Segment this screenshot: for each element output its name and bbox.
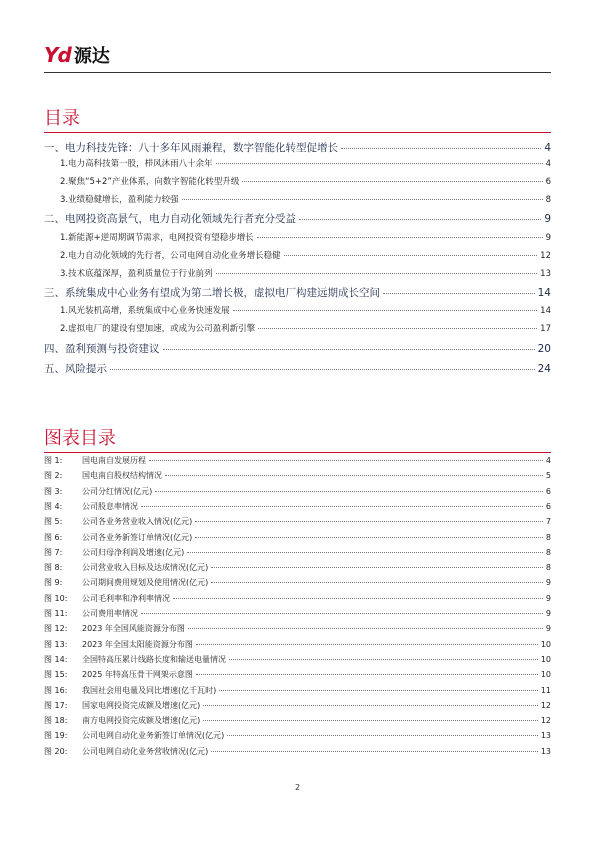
toc-section-entry[interactable] (44, 249, 551, 261)
figure-entry[interactable] (44, 501, 551, 512)
toc-entry-page: 24 (537, 363, 551, 375)
leader-dots (188, 628, 543, 629)
figure-caption: 公司分红情况(亿元) (82, 487, 153, 496)
figure-number: 图 16: (44, 686, 68, 695)
logo-mark: Yd (44, 43, 71, 67)
leader-dots (211, 567, 543, 568)
leader-dots (233, 310, 538, 311)
leader-dots (203, 705, 538, 706)
figure-page: 10 (540, 670, 551, 679)
figure-number: 图 7: (44, 548, 63, 557)
figures-title-divider (44, 452, 551, 453)
leader-dots (165, 475, 543, 476)
figure-entry[interactable] (44, 654, 551, 665)
leader-dots (195, 521, 543, 522)
toc-entry-page: 4 (544, 142, 551, 154)
toc-entry-page: 6 (545, 177, 551, 187)
toc-entry-text: 二、电网投资高景气，电力自动化领域先行者充分受益 (44, 213, 296, 225)
leader-dots (163, 349, 535, 350)
leader-dots (211, 582, 543, 583)
figure-caption: 国电南自发展历程 (82, 456, 146, 465)
toc-entry-page: 20 (537, 343, 551, 355)
figure-caption: 公司营业收入目标及达成情况(亿元) (82, 563, 209, 572)
leader-dots (257, 237, 543, 238)
figures-title: 图表目录 (44, 428, 116, 449)
figure-caption: 全国特高压累计线路长度和输送电量情况 (82, 655, 226, 664)
figure-page: 6 (545, 502, 551, 511)
leader-dots (196, 644, 538, 645)
toc-title: 目录 (44, 108, 80, 129)
logo-text: 源达 (73, 46, 110, 67)
leader-dots (173, 598, 543, 599)
figure-page: 6 (545, 487, 551, 496)
toc-entry-page: 13 (540, 269, 551, 279)
figure-page: 12 (540, 701, 551, 710)
leader-dots (110, 369, 535, 370)
figure-caption: 我国社会用电量及同比增速(亿千瓦时) (82, 686, 217, 695)
figure-number: 图 11: (44, 609, 68, 618)
figure-caption: 公司电网自动化业务营收情况(亿元) (82, 747, 209, 756)
figure-page: 12 (540, 716, 551, 725)
figure-page: 13 (540, 731, 551, 740)
toc-chapter-entry[interactable] (44, 361, 551, 376)
figure-page: 4 (545, 456, 551, 465)
figure-entry[interactable] (44, 608, 551, 619)
figure-page: 8 (545, 563, 551, 572)
toc-section-entry[interactable] (44, 267, 551, 279)
leader-dots (149, 460, 543, 461)
toc-entry-text: 三、系统集成中心业务有望成为第二增长极，虚拟电厂构建远期成长空间 (44, 287, 380, 299)
leader-dots (216, 163, 543, 164)
leader-dots (258, 328, 537, 329)
leader-dots (196, 674, 538, 675)
figure-caption: 2025 年特高压骨干网架示意图 (82, 670, 193, 679)
leader-dots (141, 613, 543, 614)
figure-entry[interactable] (44, 669, 551, 680)
toc-entry-text: 1.新能源+逆周期调节需求，电网投资有望稳步增长 (60, 233, 254, 243)
leader-dots (227, 735, 538, 736)
figure-caption: 公司费用率情况 (82, 609, 138, 618)
toc-entry-page: 17 (540, 324, 551, 334)
leader-dots (284, 255, 538, 256)
leader-dots (195, 537, 543, 538)
figure-entry[interactable] (44, 562, 551, 573)
leader-dots (341, 148, 541, 149)
toc-entry-text: 四、盈利预测与投资建议 (44, 343, 160, 355)
toc-entry-page: 4 (545, 159, 551, 169)
figure-entry[interactable] (44, 577, 551, 588)
toc-entry-page: 9 (545, 233, 551, 243)
figure-entry[interactable] (44, 730, 551, 741)
toc-entry-page: 9 (544, 213, 551, 225)
leader-dots (203, 720, 538, 721)
figure-entry[interactable] (44, 455, 551, 466)
figure-page: 8 (545, 533, 551, 542)
toc-entry-page: 8 (545, 195, 551, 205)
toc-entry-page: 14 (537, 287, 551, 299)
figure-caption: 国电南自股权结构情况 (82, 471, 162, 480)
figure-caption: 公司各业务营业收入情况(亿元) (82, 517, 193, 526)
figure-number: 图 15: (44, 670, 68, 679)
figure-caption: 公司各业务新签订单情况(亿元) (82, 533, 193, 542)
toc-section-entry[interactable] (44, 157, 551, 169)
toc-section-entry[interactable] (44, 175, 551, 187)
figure-number: 图 9: (44, 578, 63, 587)
toc-chapter-entry[interactable] (44, 211, 551, 226)
figure-page: 9 (545, 609, 551, 618)
leader-dots (242, 181, 542, 182)
figure-number: 图 17: (44, 701, 68, 710)
toc-entry-page: 12 (540, 251, 551, 261)
toc-entry-text: 2.虚拟电厂的建设有望加速，或成为公司盈利新引擎 (60, 324, 256, 334)
figure-entry[interactable] (44, 746, 551, 757)
leader-dots (187, 552, 543, 553)
toc-entry-page: 14 (540, 306, 551, 316)
figure-page: 9 (545, 594, 551, 603)
figure-page: 11 (540, 686, 551, 695)
figure-entry[interactable] (44, 593, 551, 604)
figure-number: 图 3: (44, 487, 63, 496)
toc-entry-text: 1.风光装机高增，系统集成中心业务快速发展 (60, 306, 230, 316)
toc-chapter-entry[interactable] (44, 140, 551, 155)
figure-caption: 国家电网投资完成额及增速(亿元) (82, 701, 201, 710)
toc-entry-text: 2.电力自动化领域的先行者，公司电网自动化业务增长稳健 (60, 251, 281, 261)
figure-caption: 公司股息率情况 (82, 502, 138, 511)
leader-dots (229, 659, 538, 660)
leader-dots (141, 506, 543, 507)
figure-number: 图 12: (44, 624, 68, 633)
figure-number: 图 13: (44, 640, 68, 649)
leader-dots (216, 273, 538, 274)
figure-page: 9 (545, 578, 551, 587)
toc-section-entry[interactable] (44, 231, 551, 243)
toc-section-entry[interactable] (44, 193, 551, 205)
figure-page: 13 (540, 747, 551, 756)
toc-entry-text: 五、风险提示 (44, 363, 107, 375)
company-logo (44, 44, 110, 66)
figure-caption: 公司电网自动化业务新签订单情况(亿元) (82, 731, 225, 740)
figure-entry[interactable] (44, 532, 551, 543)
leader-dots (155, 491, 543, 492)
figure-entry[interactable] (44, 639, 551, 650)
figure-entry[interactable] (44, 685, 551, 696)
toc-chapter-entry[interactable] (44, 285, 551, 300)
figure-number: 图 4: (44, 502, 63, 511)
figure-number: 图 8: (44, 563, 63, 572)
figure-number: 图 6: (44, 533, 63, 542)
figure-caption: 公司毛利率和净利率情况 (82, 594, 170, 603)
toc-entry-text: 一、电力科技先锋：八十多年风雨兼程，数字智能化转型促增长 (44, 142, 338, 154)
figure-number: 图 14: (44, 655, 68, 664)
figure-caption: 公司期间费用规划及使用情况(亿元) (82, 578, 209, 587)
figure-caption: 公司归母净利润及增速(亿元) (82, 548, 185, 557)
figure-caption: 2023 年全国风能资源分布图 (82, 624, 185, 633)
toc-entry-text: 1.电力高科技第一股，栉风沐雨八十余年 (60, 159, 213, 169)
figure-number: 图 2: (44, 471, 63, 480)
figure-number: 图 18: (44, 716, 68, 725)
figure-number: 图 1: (44, 456, 63, 465)
leader-dots (211, 751, 538, 752)
toc-section-entry[interactable] (44, 322, 551, 334)
figure-entry[interactable] (44, 547, 551, 558)
figure-page: 10 (540, 640, 551, 649)
leader-dots (219, 690, 538, 691)
figure-page: 10 (540, 655, 551, 664)
figure-caption: 2023 年全国太阳能资源分布图 (82, 640, 193, 649)
figure-number: 图 20: (44, 747, 68, 756)
leader-dots (182, 199, 543, 200)
figure-number: 图 19: (44, 731, 68, 740)
leader-dots (383, 293, 535, 294)
figure-caption: 南方电网投资完成额及增速(亿元) (82, 716, 201, 725)
figure-entry[interactable] (44, 623, 551, 634)
toc-title-divider (44, 132, 551, 133)
header-divider (44, 72, 551, 73)
figure-entry[interactable] (44, 700, 551, 711)
figure-entry[interactable] (44, 516, 551, 527)
figure-page: 5 (545, 471, 551, 480)
toc-entry-text: 3.技术底蕴深厚，盈利质量位于行业前列 (60, 269, 213, 279)
figure-number: 图 10: (44, 594, 68, 603)
toc-entry-text: 2.聚焦“5+2”产业体系，向数字智能化转型升级 (60, 177, 240, 187)
figure-entry[interactable] (44, 470, 551, 481)
page-number: 2 (294, 783, 301, 792)
toc-section-entry[interactable] (44, 304, 551, 316)
figure-page: 7 (545, 517, 551, 526)
figure-number: 图 5: (44, 517, 63, 526)
toc-entry-text: 3.业绩稳健增长，盈利能力较强 (60, 195, 179, 205)
figure-entry[interactable] (44, 486, 551, 497)
figure-page: 8 (545, 548, 551, 557)
figure-page: 9 (545, 624, 551, 633)
figure-entry[interactable] (44, 715, 551, 726)
toc-chapter-entry[interactable] (44, 341, 551, 356)
leader-dots (299, 219, 541, 220)
